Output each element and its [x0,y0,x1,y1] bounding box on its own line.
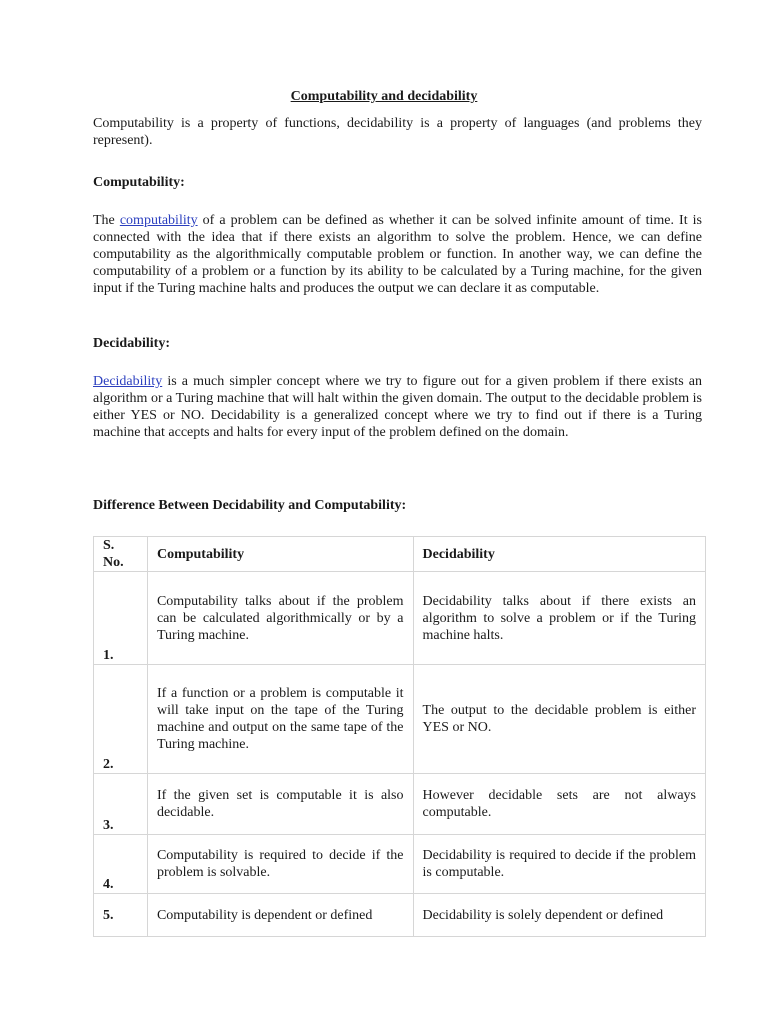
decidability-cell: Decidability is solely dependent or defined [413,894,705,937]
difference-heading: Difference Between Decidability and Computability: [93,498,407,513]
row-number: 3. [94,774,148,835]
computability-link[interactable]: computability [119,213,198,228]
decidability-cell: Decidability talks about if there exists an algorithm to solve a problem or if the Turing machine halts. [413,572,705,665]
computability-paragraph [93,212,702,297]
row-number: 4. [94,835,148,894]
header-decidability: Decidability [413,537,705,572]
difference-table [93,536,706,937]
decidability-paragraph [93,373,702,441]
table-row [94,894,706,937]
row-number: 1. [94,572,148,665]
table-row [94,835,706,894]
computability-heading: Computability: [93,175,185,190]
computability-cell: Computability is required to decide if the problem is solvable. [147,835,413,894]
decidability-heading: Decidability: [93,336,170,351]
computability-para-after: of a problem can be defined as whether it can be solved infinite amount of time. It is connected with the idea that if there exists an algorithm to solve the problem. Hence, we can define computability as the algorithmically computable problem or function. In another way, we can define the computability of a problem or a function by its ability to be calculated by a Turing machine, for the given input if the Turing machine halts and produces the output we can declare it as computable. [93,213,703,296]
decidability-cell: However decidable sets are not always computable. [413,774,705,835]
table-row [94,572,706,665]
header-computability: Computability [147,537,413,572]
table-row [94,774,706,835]
decidability-para-after: is a much simpler concept where we try to figure out for a given problem if there exists an algorithm or a Turing machine that will halt within the given domain. The output to the decidable problem is either YES or NO. Decidability is a generalized concept where we try to find out if there is a Turing machine that accepts and halts for every input of the problem defined on the domain. [93,374,702,440]
table-row [94,665,706,774]
header-sno: S. No. [94,537,148,572]
table-header-row [94,537,706,572]
computability-cell: If a function or a problem is computable it will take input on the tape of the Turing machine and output on the same tape of the Turing machine. [147,665,413,774]
row-number: 2. [94,665,148,774]
computability-cell: If the given set is computable it is also decidable. [147,774,413,835]
computability-cell: Computability is dependent or defined [147,894,413,937]
row-number: 5. [94,894,148,937]
document-title: Computability and decidability [290,89,478,104]
decidability-cell: Decidability is required to decide if the problem is computable. [413,835,705,894]
intro-paragraph: Computability is a property of functions, decidability is a property of languages (and problems they represent). [93,116,702,148]
computability-para-before: The [93,213,120,228]
decidability-cell: The output to the decidable problem is either YES or NO. [413,665,705,774]
computability-cell: Computability talks about if the problem can be calculated algorithmically or by a Turing machine. [147,572,413,665]
decidability-link[interactable]: Decidability [93,374,163,389]
